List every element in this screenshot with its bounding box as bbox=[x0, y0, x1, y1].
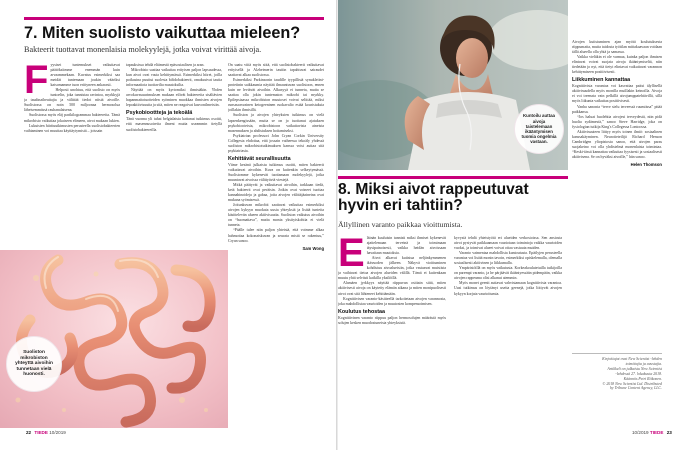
photo-caption-bubble bbox=[514, 104, 564, 154]
page-number: 22 bbox=[26, 430, 32, 435]
subheading: Kehittävät seurallisuutta bbox=[228, 155, 291, 162]
paragraph: Aivot alkavat kutistua neljänkymmenen ikävuoden jälkeen. Näkyvä vioittuminen kohdistuu aivoalueisiin, jotka vastaavat muistista ja vaihtavat tietoa aivojen alueiden välillä. Tämä ei kuitenkaan muutu yhtä selvästi kaikilla yksilöillä. bbox=[338, 256, 446, 281]
credit-line: toimittajia ja avustajia. bbox=[625, 361, 662, 366]
article-7-deck: Bakteerit tuottavat monenlaisia molekyylejä, jotka voivat virittää aivoja. bbox=[24, 45, 262, 54]
runner-photo bbox=[338, 0, 568, 170]
paragraph: Lukuisten hiirituutkimusten perusteella suolistobakteerien vaihtaminen voi muuttaa käyttäytymistä – joissain bbox=[24, 123, 120, 133]
article-8-column-1 bbox=[338, 236, 446, 426]
paragraph: Suoliston ja aivojen yhteyksien tutkimus on vielä lapsenkengissään, mutta se on jo tuottanut ajatuksen psykobiooteista, mikrobistoon vaikuttavista aineista masennuksen ja ahdistuksen hoitamiseksi. bbox=[228, 113, 324, 133]
paragraph: Mikrobisto saattaa vaikuttaa erityisen paljon lapsuudessa, kun aivot ovat vasta kehittymässä. Esimerkiksi hiiret, joilla poikasina puuttui suolesta bifidobakteerit, omaksuivat tautia informaatiota tuottavilta muutoksilta. bbox=[126, 68, 222, 88]
right-folio bbox=[632, 430, 674, 435]
article-8-column-2 bbox=[454, 236, 562, 426]
dropcap: E bbox=[338, 236, 365, 275]
subheading: Koulutus tehostaa bbox=[338, 308, 386, 315]
paragraph: yysiset tuntemukset vaikuttavat päätöksiimme enemmän kuin arvaammekaan. Kuvatus esimerkiksi saa meidät tuntemaan joukin vääriksi katsomamme tuon erittyneen ankarasti. bbox=[50, 63, 120, 88]
credit-divider bbox=[572, 353, 662, 354]
paragraph: Psykiatrian professori John Cryan Corkin University Collegesta ehdottaa, että jossain vaiheessa tekoäly yhdessä suoliston mikrobistotutkimuksen kanssa voisi auttaa sitä psykiatriasia. bbox=[228, 133, 324, 153]
dropcap: F bbox=[24, 63, 49, 102]
subheading: Liikkuminen kannattaa bbox=[572, 77, 631, 84]
paragraph: Kognitiivinen varanto riippuu paljon hermosolujen määrästä myös solujen kesken muodostuneista yhteyksistä. bbox=[338, 315, 446, 325]
paragraph: Kognitiivista varantoa voi kasvattaa paitsi älyllisellä aktiivisuudella myös monilla muillakin keinoilla. Aivoja ei voi treenata vain pelkillä aivojumppatehtävillä, sillä myös liikunta vaikuttaa positiivisesti. bbox=[572, 84, 662, 104]
issue-number: 10/2019 bbox=[632, 430, 649, 435]
credit-line: © 2018 New Scientist Ltd. Distributed bbox=[602, 381, 662, 386]
subheading: Psykobioottteja ja tekoälä bbox=[126, 110, 193, 117]
credit-line: Kirjoittajat ovat New Scientist -lehden bbox=[602, 357, 662, 361]
paragraph: Myös monet geenit auttavat vahvistamaan kognitiivista varantoa. Uusi tutkimus on löytänyt useita geenejä, jotka liittyvät aivojen kykyyn korjata vaurioitumia. bbox=[454, 281, 562, 296]
paragraph: Vaikka vieläkin ei ole varmaa, kuinka paljon ihmisen elintavat voivat suojata aivoja ikääntymiseltä, niin tiedetään jo nyt, että tietyt elintavat vaikuttavat varannon kehittymiseen positiivisesti. bbox=[572, 55, 662, 75]
top-accent-rule bbox=[24, 17, 324, 20]
photo-caption: Kuntoilu auttaa aivoja taistelemaan ikääntymisen tuomia ongelmia vastaan. bbox=[521, 113, 557, 145]
paragraph: läinän kuuluisin tunnisti miksi ihmiset kykenevät ajattelemaan terveinä ja toimimaan täysipainoisesti, vaikka heidän aivoissaan havaitaan muutoksia. bbox=[366, 236, 446, 256]
page-number: 23 bbox=[666, 430, 672, 435]
gut-caption-bubble bbox=[6, 336, 62, 392]
credit-line: -lehdessä 27. lokakuuta 2018. bbox=[615, 371, 662, 376]
issue-number: 10/2019 bbox=[49, 430, 66, 435]
paragraph: Näyttää on myös kyrtomiksi ihmistäkin. Yhden arvokuvasuurimuksen mukaan eilivät bakteereita sisältävien hapanmaitotuotteiden syöminen muokkaa ihmisten aivojen lepoaktiivisuutta ja sitä, miten ne reagoivat kasvonilmeisiin. bbox=[126, 88, 222, 108]
article-7-column-2 bbox=[126, 63, 222, 253]
paragraph: Esimerkiksi Parkinsonin taudille tyypillistä synukleiini-proteiinin saikkaumia näyttää ilmaantuvan suolistoon, ennen kuin ne leviävät aivoihin. Alkusyyä ei tunneta, mutta se saattaa olla jokin tuntematon mikrobi tai myrkky. Epilepsiaassa mikrobiston muutoset voivat selittää, miksi runsasrasvainen ketogeeninen ruokavalio estää kouristuksia joillakin ihmisillä. bbox=[228, 78, 324, 113]
paragraph: Tänä vuonna yli tuhat belgialaista kattanut tutkimus osoitti, että masennusoireita ilmeni muita useammin tietyllä suolistobakteereilla. bbox=[126, 117, 222, 132]
left-folio bbox=[24, 430, 66, 435]
magazine-brand: TIEDE bbox=[34, 430, 48, 435]
magazine-brand: TIEDE bbox=[649, 430, 664, 435]
credit-line: Käännös Petri Riikonen. bbox=[623, 376, 662, 381]
paragraph: Mitkä päätyvät ja vaikuttavat aivoihin, tarkkaan tiedä, ketä bakteerit ovat peräisin. Jotkin ovat voineet tuottaa kannabinoideja ja gabaa, joita aivojen välittäjäaineina ovat mukana syömisessä. bbox=[228, 183, 324, 203]
article-8-accent-rule bbox=[338, 176, 568, 179]
gut-caption: Suoliston mikrobiston yhteyttä aivoihin tunnetaan vielä huonosti. bbox=[15, 350, 53, 378]
paragraph: Viime kesänä julkaistu tutkimus osoitti, miten bakteerit vaikuttavat aivoihin. Kuva on kuitenkin selkeytymässä. Suolistomme kykenevät tuottamaan molekyylejä, jotka muuntavat aivoissa välittyäviä viestejä. bbox=[228, 162, 324, 182]
article-8-deck: Ällyllinen varanto paikkaa vioittumista. bbox=[338, 220, 463, 229]
article-7-headline: 7. Miten suolisto vaikuttaa mieleen? bbox=[24, 24, 301, 42]
credit-line: by Tribune Content Agency, LLC. bbox=[609, 386, 662, 391]
article-8-headline: 8. Miksi aivot rappeutuvat hyvin eri tahtiin? bbox=[338, 181, 529, 215]
paragraph: tapauksissa tehdä eläimestä epäsosiaalisen ja aran. bbox=[126, 63, 205, 67]
author-signature: Sam Wong bbox=[302, 245, 324, 251]
credit-line: Artikkeli on julkaistu New Scientist bbox=[607, 366, 662, 371]
paragraph: Joitunkuvan mikrobit saattavat vaikuttaa esimerkiksi aivojen kykyyn muokata uusia yhteyksiä ja lisätä tunteita käsittelevän alueen aktiivisuutta. Suoliston vaikutus aivoihin on “huomattava”, mutta monia yksityiskohtia ei vielä tunneta. bbox=[228, 203, 324, 228]
paragraph: Kognitiivisen varanto-käsitteellä tarkoitetaan aivojen varannosta, joka mahdollistaa vaurioiden ja muutosten kompensoimisen. bbox=[338, 296, 446, 306]
left-page bbox=[0, 0, 336, 450]
paragraph: Helposti unohtuu, että suolisto on myös tuntoelin, joka tunnistaa ravintoa, myrkkyjä ja taudinaiheuttajia ja välittää tiedot niistä aivoille. Suolistossa on noin 500 miljoonaa hermosolua läheisemmässä rauhanalaisena. bbox=[24, 88, 120, 113]
right-page bbox=[338, 0, 674, 450]
gut-illustration bbox=[0, 250, 228, 428]
article-8-column-3 bbox=[572, 40, 662, 345]
paragraph: “Päälle tulee niin paljon yhteistä, että voimme alkaa hahmottaa kokonaiskuvan ja seurata mistä se rakentuu,” Cryan sanoo. bbox=[228, 228, 324, 243]
paragraph: Suolistossa myös eläj parikilogrammaa bakteereita. Tämä mikrobisto vaikuttaa jokaiseen elimeen, aivot mukaan lukien. bbox=[24, 113, 120, 123]
paragraph: Ympäristöillä on myös vaikutusta. Korkeakoulutetuilla tutkijoilla on parempi varanto, ja he pärjäävät ikääntyessään pidempään, vaikka aivojen rappeuma olisi alkanut aiemmin. bbox=[454, 266, 562, 281]
paragraph: Alamäen jyrkkyys näyttää riippuvan osittain siitä, miten aktiivisesti aivoja on käytetty elämän aikana ja miten monipuolisesti aivot ovat sitä lähteneet kehittämään. bbox=[338, 281, 446, 296]
paragraph: “Jos haluat huolehtia aivojesi terveydestä, niin pidä huolta sydämestä,” sanoo Steve Harridge, joka on fysiologian tutkija King's Collegessa Lontoossa. bbox=[572, 114, 662, 129]
paragraph: Vanha sanonta “terve sielu terveessä ruumiissa” pitää paikkansa. bbox=[572, 104, 662, 114]
paragraph: Aivojen kutistuminen ajan myötä koulutuksesta riippumatta, mutta taidosta työtilan mittakaavaan voidaan tällä alueella olla yhtä ja samassa. bbox=[572, 40, 662, 55]
paragraph: kyvystä tehdä yhteistyötä eri alueiden verkostoissa. Sen ansiosta aivot pystyvät paikkaamaan vauriotaan toimintoja vaikka vaurioiden vuoksi, ja toimivat alueet voivat ottaa vastuuta muiden. bbox=[454, 236, 562, 251]
paragraph: Varanto vaimentaa mahdollista kuntoutusta. Epäilyjen perusteella varantoa voi lisätä monin tavoin, esimerkiksi opiskelemalla, olemalla sosiaalisesti aktiivinen ja liikkumalla. bbox=[454, 251, 562, 266]
author-signature: Helen Thomson bbox=[630, 162, 662, 168]
article-7-column-1 bbox=[24, 63, 120, 253]
paragraph: Aktiivisuuteen liittyy myös toinen ilmiö: sosiaalinen kanssakäyminen. Neurotieteilijä Richard Henson Cambridgen yliopistosta sanoo, että aivojen paras suojakeino voi olla yhdistelmä monenlaista toimintaa. “Keski-iässä kannattaa vaikuttaa fyysisesti ja sosiaalisesti aktiivisena. Se on hyväksi aivoille,” hän sanoo. bbox=[572, 129, 662, 159]
article-credits bbox=[572, 357, 662, 391]
paragraph: On saatu viitä myös siitä, että suolistobakteerit vaikuttavat erityisellä ja Alzheimerin tautiin tapahtuvat sairaudet saattavat alkaa suolistossa. bbox=[228, 63, 324, 78]
article-7-column-3 bbox=[228, 63, 324, 413]
